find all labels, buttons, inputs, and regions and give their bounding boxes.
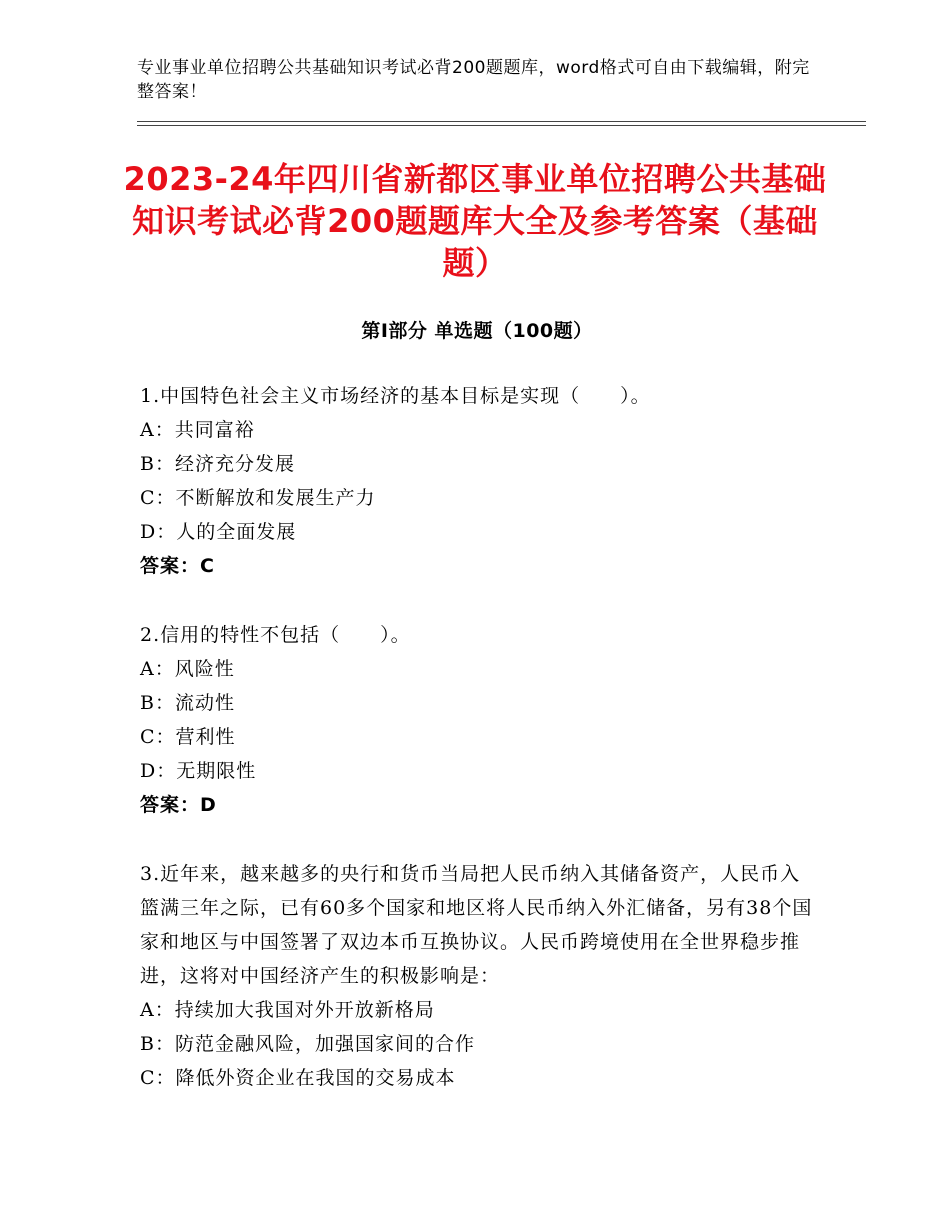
header-divider-top xyxy=(137,121,866,122)
header-note: 专业事业单位招聘公共基础知识考试必背200题题库，word格式可自由下载编辑，附完整答案！ xyxy=(137,58,810,102)
option-b: B：流动性 xyxy=(140,692,235,714)
option-a: A：持续加大我国对外开放新格局 xyxy=(140,999,435,1021)
question-3 xyxy=(140,857,820,1095)
option-a: A：共同富裕 xyxy=(140,419,255,441)
option-b: B：防范金融风险，加强国家间的合作 xyxy=(140,1033,475,1055)
section-heading: 第Ⅰ部分 单选题（100题） xyxy=(361,320,593,342)
option-a: A：风险性 xyxy=(140,658,235,680)
question-1 xyxy=(140,379,820,583)
question-2 xyxy=(140,618,820,822)
header-divider-bottom xyxy=(137,125,866,126)
option-c: C：降低外资企业在我国的交易成本 xyxy=(140,1067,456,1089)
option-d: D：人的全面发展 xyxy=(140,521,297,543)
question-stem: 2.信用的特性不包括（ ）。 xyxy=(140,624,411,646)
question-stem: 3.近年来，越来越多的央行和货币当局把人民币纳入其储备资产，人民币入篮满三年之际，已有60多个国家和地区将人民币纳入外汇储备，另有38个国家和地区与中国签署了双边本币互换协议。人民币跨境使用在全世界稳步推进，这将对中国经济产生的积极影响是： xyxy=(140,863,813,987)
option-d: D：无期限性 xyxy=(140,760,257,782)
answer-key: 答案：D xyxy=(140,794,217,816)
question-stem: 1.中国特色社会主义市场经济的基本目标是实现（ ）。 xyxy=(140,385,651,407)
answer-key: 答案：C xyxy=(140,555,215,577)
document-title: 2023-24年四川省新都区事业单位招聘公共基础知识考试必背200题题库大全及参考答案（基础题） xyxy=(123,160,827,282)
option-c: C：不断解放和发展生产力 xyxy=(140,487,376,509)
option-c: C：营利性 xyxy=(140,726,236,748)
option-b: B：经济充分发展 xyxy=(140,453,295,475)
